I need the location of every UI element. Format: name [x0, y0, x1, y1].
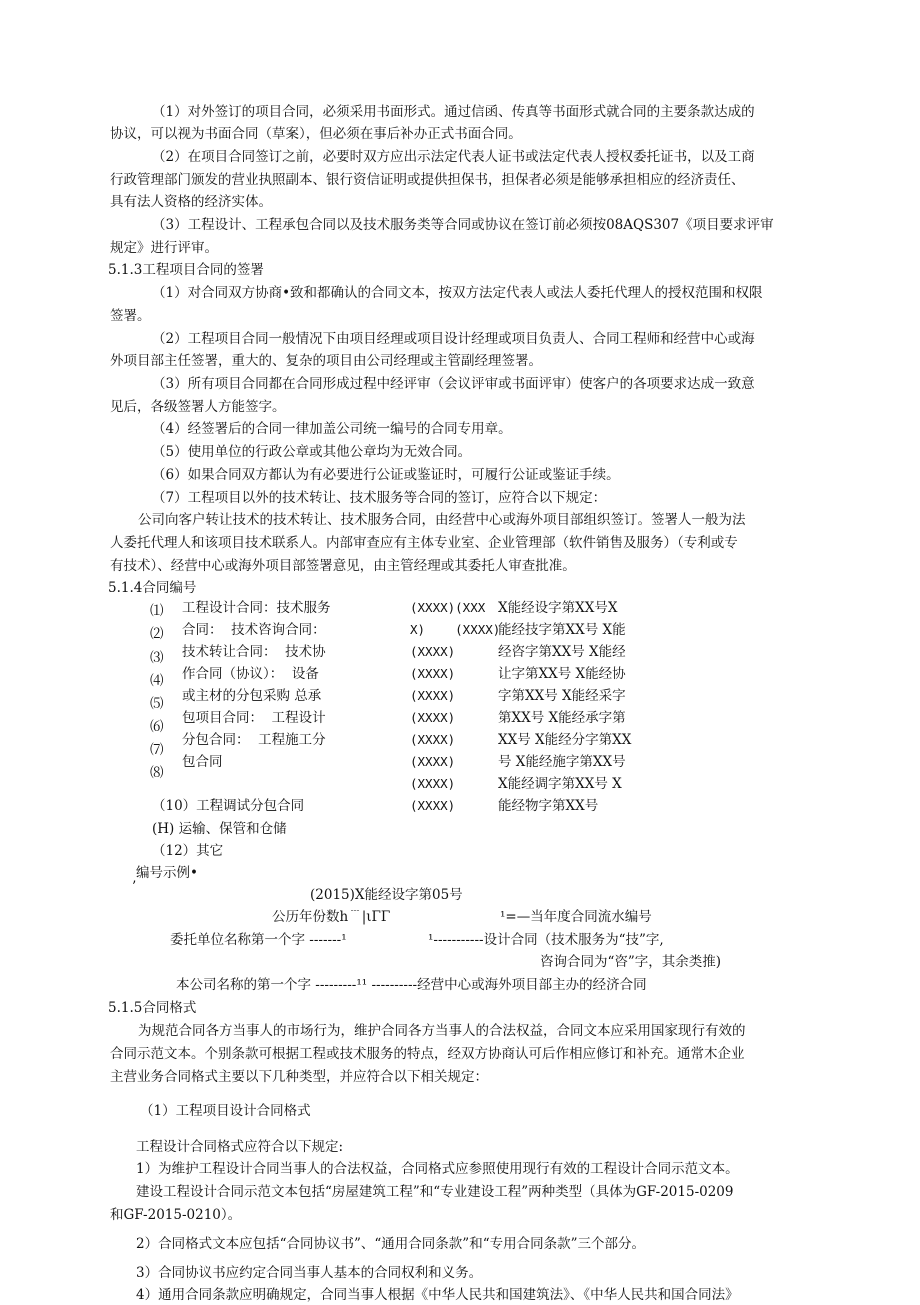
- contract-type: 包合同: [182, 754, 223, 770]
- contract-type: (H) 运输、保管和仓储: [152, 821, 287, 837]
- code-word: 第XX号 X能经承字第: [498, 710, 626, 726]
- example-type-label: 咨询合同为“咨”字，其余类推): [540, 954, 722, 970]
- contract-type: 分包合同： 工程施工分: [182, 732, 326, 748]
- section-heading: 5.1.3工程项目合同的签署: [108, 262, 264, 278]
- list-item: 3）合同协议书应约定合同当事人基本的合同权利和义务。: [136, 1265, 483, 1281]
- paragraph-line: （1）对外签订的项目合同，必须采用书面形式。通过信函、传真等书面形式就合同的主要条款达成的: [152, 104, 755, 120]
- contract-type: 合同： 技术咨询合同：: [182, 622, 326, 638]
- paragraph-line: 签署。: [110, 308, 151, 324]
- paragraph-line: 见后，各级签署人方能签字。: [110, 399, 286, 415]
- contract-type: 技术转让合同： 技术协: [182, 644, 326, 660]
- item-number: ⑷: [150, 673, 164, 689]
- list-item: 2）合同格式文本应包括“合同协议书”、“通用合同条款”和“专用合同条款”三个部分。: [136, 1236, 645, 1252]
- item-number: ⑴: [150, 603, 164, 619]
- code-prefix: (XXXX): [410, 798, 456, 813]
- contract-type: （10）工程调试分包合同: [152, 798, 305, 814]
- example-year-label: 公历年份数h﹉|ιΓΓ: [272, 909, 391, 925]
- paragraph-line: 外项目部主任签署，重大的、复杂的项目由公司经理或主管副经理签署。: [110, 353, 542, 369]
- code-prefix: (XXXX)(XXX: [410, 600, 486, 615]
- paragraph-line: 合同示范文本。个别条款可根据工程或技术服务的特点，经双方协商认可后作相应修订和补充。通常木企业: [110, 1046, 745, 1062]
- paragraph-line: 人委托代理人和该项目技术联系人。内部审查应有主体专业室、企业管理部（软件销售及服务）（专利或专: [110, 535, 738, 551]
- item-number: ⑹: [150, 719, 164, 735]
- example-label: 编号示例•: [136, 865, 198, 881]
- item-number: ⑸: [150, 696, 164, 712]
- code-word: 让字第XX号 X能经协: [498, 666, 626, 682]
- paragraph-line: （7）工程项目以外的技术转让、技术服务等合同的签订，应符合以下规定：: [152, 490, 607, 506]
- code-word: 能经物字第XX号: [498, 798, 599, 814]
- paragraph-line: （3）工程设计、工程承包合同以及技术服务类等合同或协议在签订前必须按08AQS307《项目要求评审: [152, 217, 774, 233]
- paragraph-line: （1）对合同双方协商•致和都确认的合同文本，按双方法定代表人或法人委托代理人的授权范围和权限: [152, 285, 763, 301]
- subheading: （1）工程项目设计合同格式: [140, 1103, 311, 1119]
- code-prefix: (XXXX): [410, 776, 456, 791]
- code-prefix: X) (XXXX): [410, 622, 501, 637]
- paragraph-line: 公司向客户转让技术的技术转让、技术服务合同，由经营中心或海外项目部组织签订。签署人一般为法: [138, 512, 746, 528]
- contract-type: 作合同（协议）： 设备: [182, 666, 319, 682]
- code-word: 号 X能经施字第XX号: [498, 754, 626, 770]
- code-word: X能经设字第XX号X: [498, 600, 618, 616]
- paragraph-line: 具有法人资格的经济实体。: [110, 194, 272, 210]
- paragraph-line: 为规范合同各方当事人的市场行为，维护合同各方当事人的合法权益，合同文本应采用国家现行有效的: [138, 1023, 746, 1039]
- code-prefix: (XXXX): [410, 644, 456, 659]
- item-number: ⑵: [150, 626, 164, 642]
- section-heading: 5.1.4合同编号: [108, 580, 197, 596]
- code-word: 能经技字第XX号 X能: [498, 622, 626, 638]
- code-word: 经咨字第XX号 X能经: [498, 644, 626, 660]
- section-heading: 5.1.5合同格式: [108, 1000, 197, 1016]
- code-word: X能经调字第XX号 X: [498, 776, 622, 792]
- paragraph-line: （2）在项目合同签订之前，必要时双方应出示法定代表人证书或法定代表人授权委托证书，以及工商: [152, 149, 755, 165]
- paragraph-line: 行政管理部门颁发的营业执照副本、银行资信证明或提供担保书，担保者必须是能够承担相应的经济责任、: [110, 172, 745, 188]
- code-word: 字第XX号 X能经采字: [498, 688, 626, 704]
- list-item: 和GF-2015-0210）。: [110, 1207, 242, 1223]
- code-prefix: (XXXX): [410, 732, 456, 747]
- paragraph-line: （2）工程项目合同一般情况下由项目经理或项目设计经理或项目负责人、合同工程师和经营中心或海: [152, 331, 755, 347]
- example-type-label: ¹-----------设计合同（技术服务为“技”字,: [428, 932, 664, 948]
- example-company-label: 本公司名称的第一个字 ---------¹¹ ----------经营中心或海外项目部主办的经济合同: [176, 977, 647, 993]
- item-number: ⑺: [150, 742, 164, 758]
- item-number: ⑻: [150, 765, 164, 781]
- paragraph-line: 工程设计合同格式应符合以下规定:: [136, 1139, 344, 1155]
- paragraph-line: 协议，可以视为书面合同（草案），但必须在事后补办正式书面合同。: [110, 126, 522, 142]
- example-serial-label: ¹=—当年度合同流水编号: [500, 909, 652, 925]
- list-item: 1）为维护工程设计合同当事人的合法权益，合同格式应参照使用现行有效的工程设计合同示范文本。: [136, 1161, 739, 1177]
- paragraph-line: 规定》进行评审。: [110, 240, 218, 256]
- contract-type: 或主材的分包采购 总承: [182, 688, 322, 704]
- paragraph-line: 有技术）、经营中心或海外项目部签署意见，由主管经理或其委托人审查批准。: [110, 558, 576, 574]
- contract-type: 工程设计合同：技术服务: [182, 600, 331, 616]
- paragraph-line: （4）经签署后的合同一律加盖公司统一编号的合同专用章。: [152, 421, 512, 437]
- contract-type: 包项目合同： 工程设计: [182, 710, 326, 726]
- item-number: ⑶: [150, 650, 164, 666]
- example-code: (2015)X能经设字第05号: [310, 887, 463, 903]
- example-mark: ’: [132, 879, 137, 895]
- code-prefix: (XXXX): [410, 666, 456, 681]
- paragraph-line: （6）如果合同双方都认为有必要进行公证或鉴证时，可履行公证或鉴证手续。: [152, 467, 620, 483]
- paragraph-line: （5）使用单位的行政公章或其他公章均为无效合同。: [152, 444, 472, 460]
- list-item: 4）通用合同条款应明确规定，合同当事人根据《中华人民共和国建筑法》、《中华人民共和国合同法》: [136, 1287, 739, 1303]
- paragraph-line: （3）所有项目合同都在合同形成过程中经评审（会议评审或书面评审）使客户的各项要求达成一致意: [152, 376, 755, 392]
- list-item: 建设工程设计合同示范文本包括“房屋建筑工程”和“专业建设工程”两种类型（具体为GF-2015-0209: [136, 1184, 734, 1200]
- code-prefix: (XXXX): [410, 754, 456, 769]
- code-prefix: (XXXX): [410, 710, 456, 725]
- paragraph-line: 主营业务合同格式主要以下几种类型，并应符合以下相关规定：: [110, 1069, 488, 1085]
- contract-type: （12）其它: [152, 843, 224, 859]
- code-prefix: (XXXX): [410, 688, 456, 703]
- code-word: XX号 X能经分字第XX: [498, 732, 632, 748]
- example-client-label: 委托单位名称第一个字 -------¹: [170, 932, 347, 948]
